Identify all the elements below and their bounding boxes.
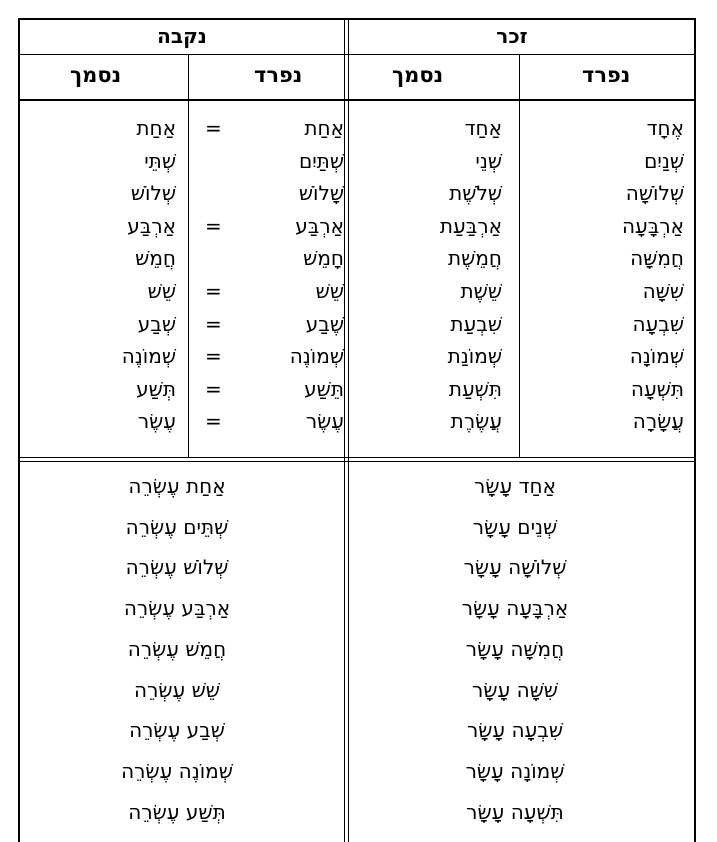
feminine-separate-cell: תֵּשַׁע <box>304 376 344 401</box>
feminine-separate-cell: חָמֵשׁ <box>303 246 344 271</box>
number-table <box>18 18 696 842</box>
column-header-rule <box>20 99 694 101</box>
masculine-column-rule <box>519 54 520 457</box>
masculine-construct-cell: חֲמֵשֶׁת <box>448 246 502 271</box>
masculine-construct-cell: שְׁלֹשֶׁת <box>449 181 502 206</box>
feminine-construct-cell: שֵׁשׁ <box>147 279 176 303</box>
feminine-separate-cell: שֶׁבַע <box>305 311 344 336</box>
masculine-construct-cell: שְׁמוֹנַת <box>447 344 502 369</box>
feminine-separate-cell: שֵׁשׁ <box>315 279 344 303</box>
masculine-compound-cell: שְׁנֵים עָשָׂר <box>472 514 558 539</box>
masculine-separate-header: נפרד <box>582 63 631 87</box>
masculine-separate-cell: אַרְבָּעָה <box>621 213 684 238</box>
masculine-construct-cell: תִּשְׁעַת <box>448 376 502 401</box>
masculine-construct-cell: עֲשֶׂרֶת <box>450 409 502 434</box>
feminine-construct-cell: תְּשַׁע <box>136 376 176 401</box>
compounds-rule <box>20 457 694 462</box>
feminine-title: נקבה <box>157 24 207 48</box>
feminine-compound-cell: שְׁמוֹנֶה עֶשְׂרֵה <box>121 758 233 783</box>
masculine-separate-cell: אֶחָד <box>646 116 684 140</box>
feminine-separate-cell: שָׁלוֹשׁ <box>298 181 344 206</box>
feminine-construct-cell: שְׁתֵּי <box>144 148 176 173</box>
masculine-separate-cell: שִׁשָּׁה <box>642 279 684 303</box>
masculine-separate-cell: שְׁמוֹנָה <box>629 344 684 369</box>
equals-sign: = <box>205 116 222 140</box>
feminine-construct-header: נסמך <box>70 63 122 87</box>
equals-sign: = <box>205 409 222 434</box>
masculine-compound-cell: שְׁלוֹשָׁה עָשָׂר <box>463 555 567 580</box>
masculine-separate-cell: שְׁלוֹשָׁה <box>625 181 684 206</box>
feminine-column-rule <box>188 54 189 457</box>
feminine-construct-cell: שְׁבַע <box>137 311 176 336</box>
masculine-construct-cell: אַרְבַּעַת <box>439 213 502 238</box>
equals-sign: = <box>205 311 222 336</box>
feminine-compound-cell: חֲמֵשׁ עֶשְׂרֵה <box>127 636 227 661</box>
feminine-construct-cell: אַחַת <box>136 116 176 140</box>
masculine-compound-cell: שִׁבְעָה עָשָׂר <box>466 718 564 743</box>
feminine-compound-cell: אַרְבַּע עֶשְׂרֵה <box>123 596 231 621</box>
feminine-construct-cell: חֲמֵשׁ <box>135 246 176 271</box>
feminine-construct-cell: אַרְבַּע <box>127 213 176 238</box>
masculine-title: זכר <box>496 24 528 48</box>
feminine-compound-cell: תְּשַׁע עֶשְׂרֵה <box>128 799 226 824</box>
feminine-compound-cell: אַחַת עֶשְׂרֵה <box>128 474 226 498</box>
masculine-construct-header: נסמך <box>392 63 444 87</box>
feminine-compound-cell: שְׁתֵּים עֶשְׂרֵה <box>125 514 229 539</box>
masculine-compound-cell: שְׁמוֹנָה עָשָׂר <box>465 758 565 783</box>
masculine-separate-cell: תִּשְׁעָה <box>630 376 684 401</box>
equals-sign: = <box>205 279 222 303</box>
masculine-separate-cell: שִׁבְעָה <box>632 311 684 336</box>
masculine-construct-cell: שֵׁשֶׁת <box>460 279 502 303</box>
masculine-compound-cell: חֲמִשָּׁה עָשָׂר <box>465 636 565 661</box>
masculine-construct-cell: שִׁבְעַת <box>450 311 502 336</box>
masculine-compound-cell: אַחַד עָשָׂר <box>474 474 556 498</box>
feminine-separate-header: נפרד <box>254 63 303 87</box>
gender-header-rule <box>20 54 694 55</box>
masculine-construct-cell: אַחַד <box>464 116 502 140</box>
equals-sign: = <box>205 344 222 369</box>
equals-sign: = <box>205 213 222 238</box>
equals-sign: = <box>205 376 222 401</box>
feminine-separate-cell: אַרְבַּע <box>295 213 344 238</box>
feminine-construct-cell: שְׁלוֹשׁ <box>130 181 176 206</box>
masculine-separate-cell: שְׁנַיִם <box>644 148 684 173</box>
feminine-separate-cell: שְׁתַּיִם <box>298 148 344 173</box>
masculine-separate-cell: חֲמִשָּׁה <box>630 246 684 271</box>
masculine-compound-cell: שִׁשָּׁה עָשָׂר <box>472 677 558 702</box>
gender-divider <box>344 20 349 842</box>
feminine-construct-cell: עֶשֶׂר <box>137 409 176 434</box>
masculine-construct-cell: שְׁנֵי <box>475 148 502 173</box>
feminine-separate-cell: אַחַת <box>304 116 344 140</box>
feminine-construct-cell: שְׁמוֹנֶה <box>121 344 176 369</box>
feminine-compound-cell: שְׁלוֹשׁ עֶשְׂרֵה <box>125 555 229 580</box>
feminine-separate-cell: עֶשֶׂר <box>305 409 344 434</box>
feminine-compound-cell: שֵׁשׁ עֶשְׂרֵה <box>134 677 220 702</box>
feminine-compound-cell: שְׁבַע עֶשְׂרֵה <box>129 718 225 743</box>
masculine-compound-cell: אַרְבָּעָה עָשָׂר <box>461 596 569 621</box>
masculine-compound-cell: תִּשְׁעָה עָשָׂר <box>466 799 564 824</box>
masculine-separate-cell: עֲשָׂרָה <box>632 409 684 434</box>
feminine-separate-cell: שְׁמוֹנֶה <box>289 344 344 369</box>
